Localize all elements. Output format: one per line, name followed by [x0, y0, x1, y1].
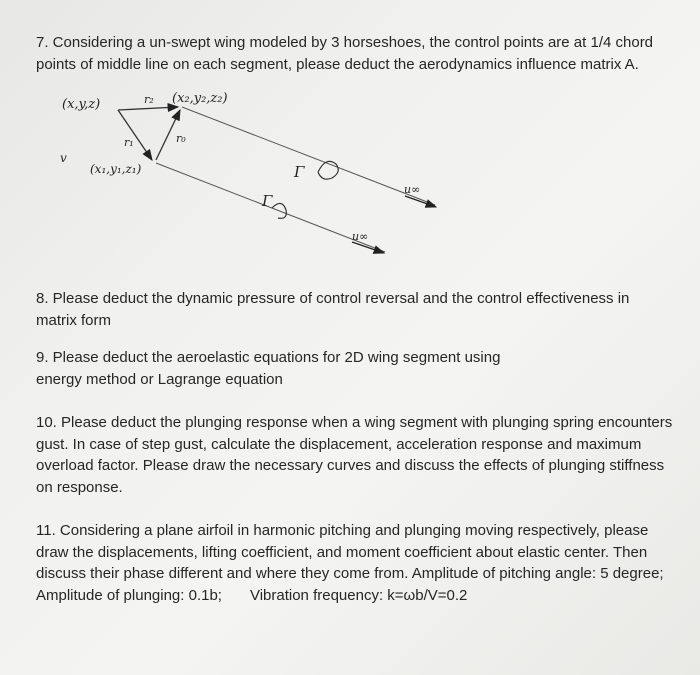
- question-8-line-1: 8. Please deduct the dynamic pressure of control reversal and the control effectiveness in: [36, 290, 630, 307]
- question-7-line-1: 7. Considering a un-swept wing modeled by 3 horseshoes, the control points are at 1/4 chord: [36, 34, 654, 51]
- question-11: [36, 520, 664, 606]
- trailing-vortex-top: [182, 107, 435, 205]
- label-x2y2z2: (x₂,y₂,z₂): [172, 91, 228, 106]
- label-u-inf-top: u∞: [404, 183, 421, 196]
- r1-vector: [118, 110, 152, 160]
- question-10-line-1: 10. Please deduct the plunging response when a wing segment with plunging spring encounters: [36, 414, 673, 431]
- question-10-line-3: overload factor. Please draw the necessary curves and discuss the effects of plunging stiffness: [36, 457, 665, 474]
- label-gamma-bottom: Γ: [262, 192, 273, 210]
- question-11-line-1: 11. Considering a plane airfoil in harmonic pitching and plunging moving respectively, please: [36, 522, 649, 539]
- question-7-line-2: points of middle line on each segment, please deduct the aerodynamics influence matrix A.: [36, 55, 639, 73]
- question-8-line-2: matrix form: [36, 311, 111, 329]
- vibration-frequency: Vibration frequency: k=ωb/V=0.2: [249, 586, 468, 604]
- question-9-line-1: 9. Please deduct the aeroelastic equations for 2D wing segment using: [36, 349, 501, 366]
- r2-vector: [118, 107, 178, 110]
- freestream-arrow-bottom: [352, 242, 384, 253]
- label-r1: r₁: [124, 136, 134, 149]
- question-11-line-3: discuss their phase different and where they come from. Amplitude of pitching angle: 5 degree;: [36, 565, 664, 582]
- label-v: v: [60, 151, 67, 165]
- horseshoe-vortex-diagram: [0, 0, 700, 300]
- question-10: [36, 412, 672, 498]
- label-u-inf-bottom: u∞: [352, 230, 369, 243]
- label-gamma-top: Γ: [294, 163, 305, 181]
- question-11-line-2: draw the displacements, lifting coefficient, and moment coefficient about elastic center. Then: [36, 543, 648, 561]
- question-9: [36, 347, 500, 390]
- question-9-line-2: energy method or Lagrange equation: [36, 370, 283, 388]
- label-x1y1z1: (x₁,y₁,z₁): [90, 162, 142, 176]
- label-r0: r₀: [176, 132, 186, 145]
- question-11-line-4: [36, 585, 664, 607]
- question-10-line-2: gust. In case of step gust, calculate the displacement, acceleration response and maximum: [36, 435, 642, 453]
- question-8: [36, 288, 629, 331]
- freestream-arrow-top: [405, 196, 436, 207]
- label-xyz: (x,y,z): [62, 97, 101, 112]
- question-10-line-4: on response.: [36, 478, 123, 496]
- label-r2: r₂: [144, 93, 154, 106]
- plunging-amplitude: Amplitude of plunging: 0.1b;: [36, 586, 222, 604]
